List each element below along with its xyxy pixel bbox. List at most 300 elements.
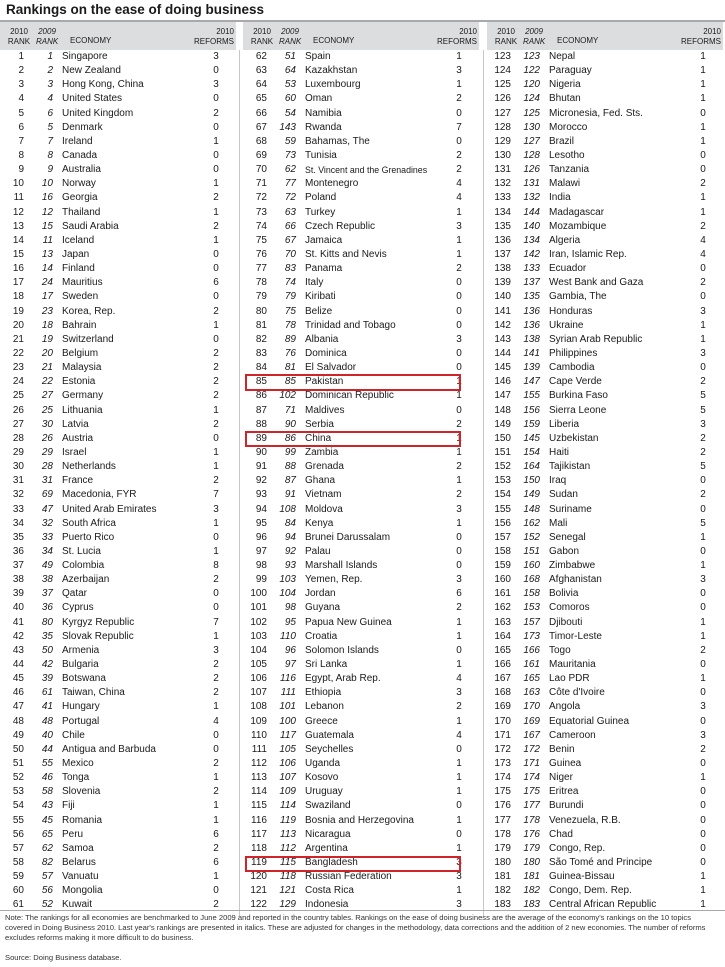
reforms-cell: 1	[700, 51, 706, 62]
rank-2010-cell: 167	[494, 673, 511, 685]
rank-2009-cell: 135	[523, 291, 540, 303]
table-row	[487, 700, 723, 714]
rank-2009-cell: 88	[284, 461, 296, 473]
rank-2009-cell: 10	[41, 178, 53, 190]
reforms-cell: 1	[456, 376, 462, 388]
economy-cell: Uganda	[305, 758, 341, 770]
economy-cell: Belgium	[62, 347, 99, 359]
rank-2010-cell: 123	[494, 51, 511, 62]
reforms-cell: 0	[213, 263, 219, 275]
economy-cell: Suriname	[549, 503, 592, 515]
table-row	[0, 743, 236, 757]
economy-cell: Syrian Arab Republic	[549, 333, 643, 345]
rank-2009-cell: 159	[523, 418, 540, 430]
rank-2010-cell: 124	[494, 65, 511, 77]
table-row	[487, 64, 723, 78]
reforms-cell: 0	[700, 602, 706, 614]
rank-2009-cell: 106	[279, 758, 296, 770]
economy-cell: Fiji	[62, 800, 75, 812]
rank-2010-cell: 106	[250, 673, 267, 685]
table-row	[487, 220, 723, 234]
rank-2010-cell: 4	[18, 93, 24, 105]
reforms-cell: 1	[700, 630, 706, 642]
reforms-cell: 2	[213, 899, 219, 911]
rank-2010-cell: 61	[12, 899, 24, 911]
economy-cell: Algeria	[549, 234, 581, 246]
table-row	[487, 191, 723, 205]
economy-cell: El Salvador	[305, 362, 357, 374]
rank-2009-cell: 141	[523, 347, 540, 359]
economy-cell: Israel	[62, 446, 87, 458]
table-row	[487, 630, 723, 644]
reforms-cell: 5	[700, 404, 706, 416]
reforms-cell: 0	[700, 659, 706, 671]
rank-2009-cell: 124	[523, 93, 540, 105]
table-row	[487, 262, 723, 276]
reforms-cell: 2	[700, 644, 706, 656]
rank-2009-cell: 61	[41, 687, 53, 699]
rank-2009-cell: 85	[284, 376, 296, 388]
table-row	[243, 757, 479, 771]
header-economy: ECONOMY	[313, 36, 355, 45]
economy-cell: Tunisia	[305, 149, 337, 161]
rank-2009-cell: 168	[523, 574, 540, 586]
rank-2010-cell: 109	[250, 715, 267, 727]
reforms-cell: 2	[700, 178, 706, 190]
rank-2009-cell: 46	[41, 772, 53, 784]
highlight-box	[245, 374, 461, 390]
rank-2009-cell: 70	[284, 248, 296, 260]
table-row	[243, 404, 479, 418]
reforms-cell: 1	[700, 206, 706, 218]
reforms-cell: 1	[456, 659, 462, 671]
reforms-cell: 1	[456, 79, 462, 91]
economy-cell: Cape Verde	[549, 376, 602, 388]
rank-2009-cell: 127	[523, 135, 540, 147]
rank-2010-cell: 91	[255, 461, 267, 473]
table-row	[243, 333, 479, 347]
table-row	[0, 135, 236, 149]
reforms-cell: 7	[456, 121, 462, 133]
table-row	[487, 686, 723, 700]
table-row	[0, 771, 236, 785]
rank-2009-cell: 109	[279, 786, 296, 798]
header-reforms: 2010 REFORMS	[437, 27, 477, 46]
table-header	[487, 22, 723, 50]
rank-2010-cell: 138	[494, 263, 511, 275]
rank-2009-cell: 117	[280, 729, 296, 741]
economy-cell: Finland	[62, 263, 95, 275]
economy-cell: Sudan	[549, 489, 578, 501]
rank-2010-cell: 162	[494, 602, 511, 614]
economy-cell: St. Kitts and Nevis	[305, 248, 387, 260]
economy-cell: Brazil	[549, 135, 575, 147]
rank-2010-cell: 79	[255, 291, 267, 303]
reforms-cell: 1	[456, 772, 462, 784]
rank-2010-cell: 23	[12, 362, 24, 374]
economy-cell: Iran, Islamic Rep.	[549, 248, 627, 260]
reforms-cell: 1	[213, 814, 219, 826]
reforms-cell: 2	[456, 263, 462, 275]
reforms-cell: 1	[700, 65, 706, 77]
reforms-cell: 2	[213, 659, 219, 671]
economy-cell: Bahamas, The	[305, 135, 370, 147]
rank-2009-cell: 51	[284, 51, 296, 62]
reforms-cell: 2	[213, 305, 219, 317]
rank-2010-cell: 165	[494, 644, 511, 656]
rank-2009-cell: 142	[523, 248, 540, 260]
rank-2010-cell: 42	[12, 630, 24, 642]
rank-2009-cell: 143	[279, 121, 296, 133]
rank-2010-cell: 59	[12, 871, 24, 883]
reforms-cell: 3	[213, 79, 219, 91]
economy-cell: Vanuatu	[62, 871, 99, 883]
reforms-cell: 0	[213, 149, 219, 161]
rank-2009-cell: 121	[279, 885, 296, 897]
economy-cell: Central African Republic	[549, 899, 657, 911]
reforms-cell: 0	[456, 404, 462, 416]
rank-2009-cell: 50	[41, 644, 53, 656]
rank-2010-cell: 29	[12, 446, 24, 458]
table-row	[487, 884, 723, 898]
rank-2009-cell: 31	[41, 475, 53, 487]
table-row	[0, 488, 236, 502]
column-divider	[239, 50, 240, 916]
rank-2009-cell: 98	[284, 602, 296, 614]
reforms-cell: 2	[213, 220, 219, 232]
table-row	[243, 234, 479, 248]
table-row	[0, 870, 236, 884]
economy-cell: United Arab Emirates	[62, 503, 157, 515]
economy-cell: Burkina Faso	[549, 390, 608, 402]
reforms-cell: 0	[700, 107, 706, 119]
rank-2009-cell: 171	[523, 758, 540, 770]
rank-2010-cell: 149	[494, 418, 511, 430]
economy-cell: Slovak Republic	[62, 630, 134, 642]
rank-2009-cell: 147	[523, 376, 540, 388]
table-row	[243, 347, 479, 361]
table-row	[243, 149, 479, 163]
economy-cell: Egypt, Arab Rep.	[305, 673, 381, 685]
rank-2010-cell: 170	[494, 715, 511, 727]
rank-2009-cell: 18	[41, 319, 53, 331]
economy-cell: United States	[62, 93, 123, 105]
table-row	[243, 446, 479, 460]
table-row	[487, 290, 723, 304]
rank-2010-cell: 10	[12, 178, 24, 190]
table-row	[243, 799, 479, 813]
rank-2010-cell: 77	[255, 263, 267, 275]
table-row	[0, 78, 236, 92]
source-note: Source: Doing Business database.	[5, 953, 122, 962]
rank-2009-cell: 139	[523, 362, 540, 374]
economy-cell: Tonga	[62, 772, 90, 784]
reforms-cell: 1	[456, 842, 462, 854]
reforms-cell: 0	[213, 291, 219, 303]
rank-2010-cell: 132	[494, 178, 511, 190]
reforms-cell: 1	[700, 531, 706, 543]
reforms-cell: 1	[700, 121, 706, 133]
economy-cell: Cameroon	[549, 729, 596, 741]
header-reforms: 2010 REFORMS	[194, 27, 234, 46]
economy-cell: Mongolia	[62, 885, 103, 897]
economy-cell: Burundi	[549, 800, 584, 812]
economy-cell: Jordan	[305, 588, 336, 600]
reforms-cell: 1	[700, 560, 706, 572]
rank-2009-cell: 104	[279, 588, 296, 600]
reforms-cell: 2	[213, 673, 219, 685]
rank-2010-cell: 154	[494, 489, 511, 501]
rank-2009-cell: 9	[47, 164, 53, 176]
reforms-cell: 0	[700, 291, 706, 303]
table-row	[243, 191, 479, 205]
reforms-cell: 1	[456, 432, 462, 444]
economy-cell: Austria	[62, 432, 94, 444]
table-row	[243, 78, 479, 92]
rank-2009-cell: 78	[284, 319, 296, 331]
rank-2009-cell: 182	[523, 885, 540, 897]
table-row	[243, 107, 479, 121]
rank-2010-cell: 135	[494, 220, 511, 232]
table-row	[487, 559, 723, 573]
rank-2009-cell: 45	[41, 814, 53, 826]
rank-2009-cell: 20	[41, 347, 53, 359]
rank-2009-cell: 80	[41, 616, 53, 628]
table-row	[243, 743, 479, 757]
reforms-cell: 2	[456, 701, 462, 713]
header-rank-2009: 2009 RANK	[279, 27, 302, 46]
reforms-cell: 2	[700, 277, 706, 289]
economy-cell: Indonesia	[305, 899, 349, 911]
rank-2010-cell: 13	[12, 220, 24, 232]
reforms-cell: 1	[456, 390, 462, 402]
rank-2009-cell: 107	[279, 772, 296, 784]
reforms-cell: 6	[456, 588, 462, 600]
table-row	[243, 828, 479, 842]
rank-2009-cell: 144	[523, 206, 540, 218]
rank-2009-cell: 155	[523, 390, 540, 402]
rank-2010-cell: 45	[12, 673, 24, 685]
rank-2009-cell: 52	[41, 899, 53, 911]
rank-2009-cell: 89	[284, 333, 296, 345]
table-row	[487, 121, 723, 135]
rank-2009-cell: 165	[523, 673, 540, 685]
table-row	[487, 856, 723, 870]
economy-cell: Dominica	[305, 347, 347, 359]
rank-2009-cell: 8	[47, 149, 53, 161]
rank-2010-cell: 73	[255, 206, 267, 218]
rank-2010-cell: 139	[494, 277, 511, 289]
economy-cell: Uruguay	[305, 786, 343, 798]
rank-2010-cell: 168	[494, 687, 511, 699]
table-row	[243, 361, 479, 375]
rank-2009-cell: 54	[284, 107, 296, 119]
table-row	[487, 163, 723, 177]
economy-cell: Estonia	[62, 376, 96, 388]
economy-cell: Vietnam	[305, 489, 342, 501]
reforms-cell: 1	[213, 630, 219, 642]
table-row	[487, 474, 723, 488]
economy-cell: Guatemala	[305, 729, 354, 741]
economy-cell: Sierra Leone	[549, 404, 607, 416]
reforms-cell: 3	[700, 574, 706, 586]
rank-2010-cell: 121	[250, 885, 267, 897]
header-economy: ECONOMY	[557, 36, 599, 45]
economy-cell: Maldives	[305, 404, 345, 416]
rank-2010-cell: 55	[12, 814, 24, 826]
economy-cell: Colombia	[62, 560, 105, 572]
table-row	[487, 503, 723, 517]
header-rank-2009: 2009 RANK	[523, 27, 546, 46]
rank-2009-cell: 83	[284, 263, 296, 275]
table-row	[487, 107, 723, 121]
reforms-cell: 1	[213, 404, 219, 416]
rank-2010-cell: 30	[12, 461, 24, 473]
rank-2009-cell: 63	[284, 206, 296, 218]
economy-cell: Chad	[549, 828, 573, 840]
rank-2010-cell: 37	[12, 560, 24, 572]
reforms-cell: 1	[700, 616, 706, 628]
economy-cell: Botswana	[62, 673, 106, 685]
economy-cell: Mozambique	[549, 220, 607, 232]
table-row	[0, 644, 236, 658]
economy-cell: Malawi	[549, 178, 581, 190]
table-row	[0, 418, 236, 432]
footnote: Note: The rankings for all economies are benchmarked to June 2009 and reported in the country tables. Rankings on the ease of doing business are the average of the economy's rankings on the 10 topics covered in Doing Business 2010. Last year's rankings are presented in italics. These are adjusted for changes in the methodology, data corrections and the addition of 2 new economies. The number of reforms excludes reforms making it more difficult to do business.	[5, 913, 706, 942]
reforms-cell: 2	[213, 362, 219, 374]
rank-2010-cell: 118	[251, 842, 267, 854]
economy-cell: Thailand	[62, 206, 101, 218]
header-rank-2010: 2010 RANK	[7, 27, 31, 46]
rank-2010-cell: 160	[494, 574, 511, 586]
reforms-cell: 3	[456, 857, 462, 869]
table-row	[0, 347, 236, 361]
reforms-cell: 0	[213, 729, 219, 741]
rank-2010-cell: 85	[255, 376, 267, 388]
economy-cell: Seychelles	[305, 743, 354, 755]
reforms-cell: 0	[700, 758, 706, 770]
rank-2009-cell: 173	[523, 630, 540, 642]
rank-2009-cell: 134	[523, 234, 540, 246]
table-row	[243, 785, 479, 799]
rank-2010-cell: 9	[18, 164, 24, 176]
rank-2010-cell: 112	[251, 758, 267, 770]
rank-2010-cell: 141	[494, 305, 511, 317]
table-row	[243, 686, 479, 700]
highlight-box	[245, 856, 461, 872]
economy-cell: Albania	[305, 333, 339, 345]
rank-2010-cell: 98	[255, 560, 267, 572]
table-row	[243, 319, 479, 333]
reforms-cell: 0	[213, 588, 219, 600]
rank-2009-cell: 169	[523, 715, 540, 727]
rank-2010-cell: 92	[255, 475, 267, 487]
table-row	[0, 587, 236, 601]
table-row	[0, 361, 236, 375]
rank-2009-cell: 32	[41, 517, 53, 529]
table-row	[487, 50, 723, 64]
economy-cell: Bangladesh	[305, 857, 358, 869]
table-row	[487, 389, 723, 403]
rank-2010-cell: 142	[494, 319, 511, 331]
economy-cell: St. Vincent and the Grenadines	[305, 165, 428, 176]
rank-2009-cell: 125	[523, 107, 540, 119]
reforms-cell: 4	[456, 673, 462, 685]
reforms-cell: 0	[700, 828, 706, 840]
economy-cell: Nigeria	[549, 79, 581, 91]
rank-2010-cell: 93	[255, 489, 267, 501]
reforms-cell: 0	[700, 800, 706, 812]
economy-cell: Eritrea	[549, 786, 579, 798]
rank-2010-cell: 89	[255, 432, 267, 444]
reforms-cell: 1	[456, 517, 462, 529]
rank-2009-cell: 136	[523, 319, 540, 331]
economy-cell: Costa Rica	[305, 885, 354, 897]
rank-2009-cell: 79	[284, 291, 296, 303]
table-row	[487, 658, 723, 672]
reforms-cell: 3	[456, 574, 462, 586]
economy-cell: Rwanda	[305, 121, 342, 133]
rank-2010-cell: 100	[250, 588, 267, 600]
rank-2010-cell: 181	[494, 871, 511, 883]
rank-2009-cell: 130	[523, 121, 540, 133]
rank-2009-cell: 136	[523, 305, 540, 317]
reforms-cell: 1	[700, 319, 706, 331]
economy-cell: Korea, Rep.	[62, 305, 116, 317]
reforms-cell: 2	[213, 376, 219, 388]
rank-2010-cell: 102	[250, 616, 267, 628]
rank-2009-cell: 97	[284, 659, 296, 671]
rank-2010-cell: 51	[12, 758, 24, 770]
reforms-cell: 0	[700, 588, 706, 600]
reforms-cell: 0	[213, 743, 219, 755]
reforms-cell: 1	[213, 234, 219, 246]
rank-2009-cell: 60	[284, 93, 296, 105]
rank-2010-cell: 140	[494, 291, 511, 303]
economy-cell: Kenya	[305, 517, 334, 529]
rank-2009-cell: 24	[41, 277, 53, 289]
rank-2009-cell: 148	[523, 503, 540, 515]
rank-2010-cell: 103	[250, 630, 267, 642]
rank-2009-cell: 101	[279, 701, 296, 713]
reforms-cell: 2	[456, 418, 462, 430]
table-row	[0, 220, 236, 234]
table-row	[487, 92, 723, 106]
table-row	[487, 78, 723, 92]
reforms-cell: 2	[700, 220, 706, 232]
rank-2010-cell: 69	[255, 149, 267, 161]
reforms-cell: 0	[456, 743, 462, 755]
rank-2009-cell: 82	[41, 857, 53, 869]
rank-2009-cell: 59	[284, 135, 296, 147]
economy-cell: Cyprus	[62, 602, 94, 614]
economy-cell: Nicaragua	[305, 828, 351, 840]
economy-cell: Namibia	[305, 107, 342, 119]
rank-2009-cell: 179	[523, 842, 540, 854]
table-row	[487, 672, 723, 686]
rank-2009-cell: 126	[523, 164, 540, 176]
rank-2010-cell: 101	[250, 602, 267, 614]
reforms-cell: 0	[700, 263, 706, 275]
rank-2009-cell: 19	[41, 333, 53, 345]
rank-2009-cell: 74	[284, 277, 296, 289]
table-row	[243, 418, 479, 432]
table-row	[487, 135, 723, 149]
table-row	[0, 191, 236, 205]
header-rank-2009: 2009 RANK	[36, 27, 59, 46]
table-row	[0, 163, 236, 177]
economy-cell: Belize	[305, 305, 333, 317]
